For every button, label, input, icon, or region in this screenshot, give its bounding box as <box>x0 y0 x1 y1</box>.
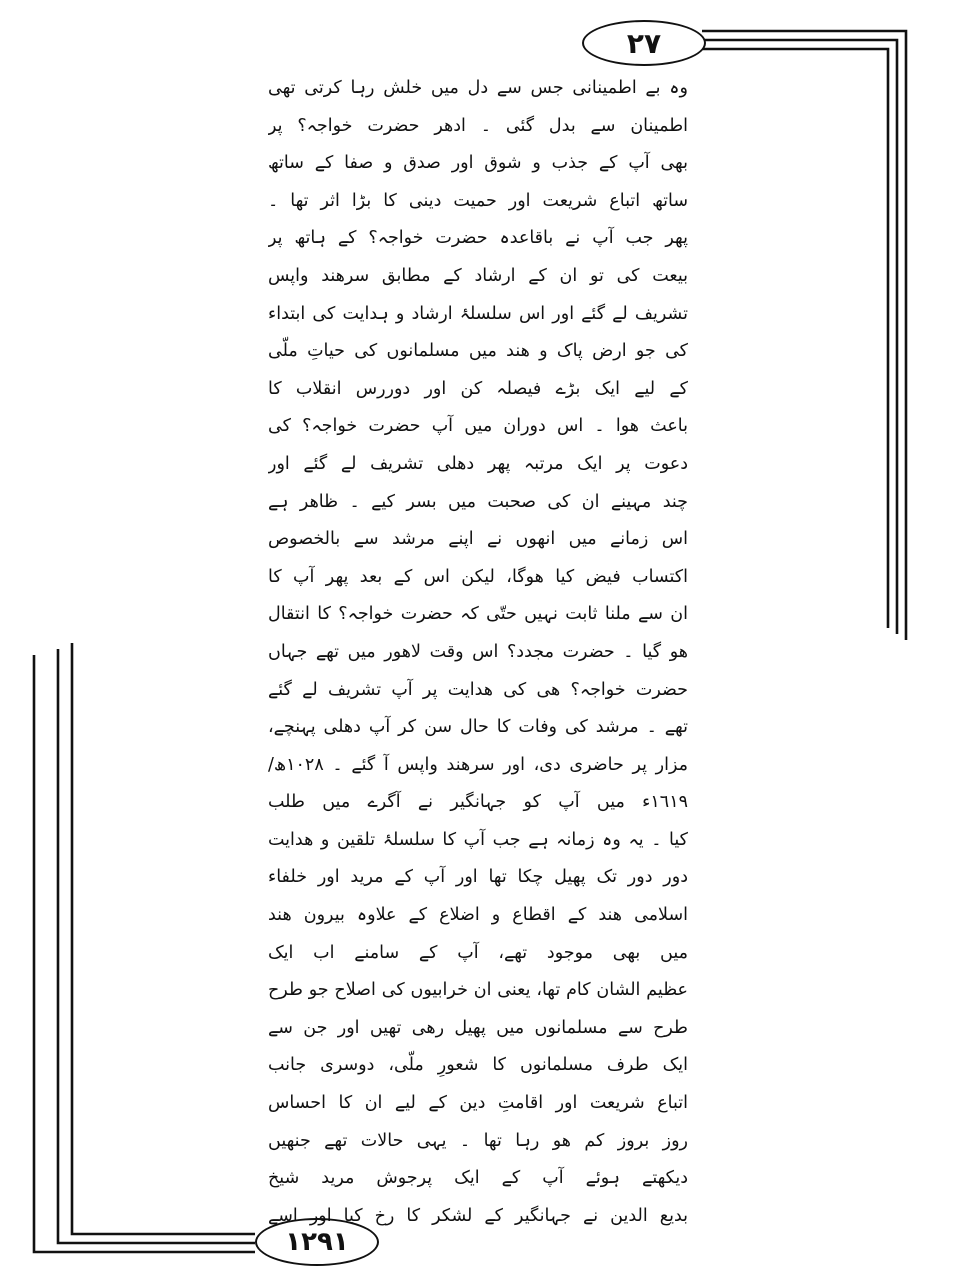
text-line: ١٦١٩ء میں آپ کو جہانگیر نے آگرے میں طلب <box>268 792 688 813</box>
text-line: وہ بے اطمینانی جس سے دل میں خلش رہا کرتی تھی <box>268 78 688 98</box>
text-line: چند مہینے ان کی صحبت میں بسر کیے ۔ ظاھر ہے <box>268 491 688 512</box>
text-line: پھر جب آپ نے باقاعدہ حضرت خواجہ؟ کے ہاتھ پر <box>268 228 688 249</box>
text-line: اسلامی ھند کے اقطاع و اضلاع کے علاوہ بیرون ھند <box>268 905 688 926</box>
text-line: تھے ۔ مرشد کی وفات کا حال سن کر آپ دھلی پہنچے، <box>268 717 688 738</box>
text-line: میں بھی موجود تھے، آپ کے سامنے اب ایک <box>268 942 688 963</box>
text-line: اکتساب فیض کیا ھوگا، لیکن اس کے بعد پھر آپ کا <box>268 566 688 587</box>
text-line: بیعت کی تو ان کے ارشاد کے مطابق سرھند واپس <box>268 265 688 286</box>
text-line: اطمینان سے بدل گئی ۔ ادھر حضرت خواجہ؟ پر <box>268 115 688 136</box>
body-text <box>268 70 688 1235</box>
text-line: مزار پر حاضری دی، اور سرھند واپس آ گئے ۔ ١٠٢٨ھ/ <box>268 754 688 775</box>
frame-line-upper-outer <box>702 31 906 640</box>
text-line: باعث ھوا ۔ اس دوران میں آپ حضرت خواجہ؟ کی <box>268 416 688 437</box>
frame-line-lower-outer <box>34 655 255 1252</box>
text-line: ھو گیا ۔ حضرت مجدد؟ اس وقت لاھور میں تھے جہاں <box>268 641 688 662</box>
text-line: روز بروز کم ھو رہا تھا ۔ یہی حالات تھے جنھیں <box>268 1130 688 1151</box>
bottom-page-number: ١٢٩١ <box>255 1218 379 1266</box>
text-line: کی جو ارض پاک و ھند میں مسلمانوں کی حیاتِ ملّی <box>268 341 688 362</box>
text-line: اتباع شریعت اور اقامتِ دین کے لیے ان کا احساس <box>268 1093 688 1114</box>
text-line: ان سے ملنا ثابت نہیں حتّی کہ حضرت خواجہ؟ کا انتقال <box>268 604 688 625</box>
text-line: طرح سے مسلمانوں میں پھیل رھی تھیں اور جن سے <box>268 1017 688 1038</box>
text-line: دعوت پر ایک مرتبہ پھر دھلی تشریف لے گئے اور <box>268 453 688 474</box>
text-line: حضرت خواجہ؟ ھی کی ھدایت پر آپ تشریف لے گئے <box>268 679 688 700</box>
text-line: بدیع الدین نے جہانگیر کے لشکر کا رخ کیا اور اسے <box>268 1205 688 1226</box>
frame-line-lower-middle <box>58 649 255 1243</box>
text-line: دیکھتے ہوئے آپ کے ایک پرجوش مرید شیخ <box>268 1168 688 1189</box>
text-line: تشریف لے گئے اور اس سلسلۂ ارشاد و ہدایت کی ابتداء <box>268 303 688 324</box>
text-line: بھی آپ کے جذب و شوق اور صدق و صفا کے ساتھ <box>268 153 688 174</box>
text-line: دور دور تک پھیل چکا تھا اور آپ کے مرید اور خلفاء <box>268 867 688 888</box>
text-line: کے لیے ایک بڑے فیصلہ کن اور دوررس انقلاب کا <box>268 378 688 399</box>
frame-line-lower-inner <box>72 643 255 1234</box>
text-line: ایک طرف مسلمانوں کا شعورِ ملّی، دوسری جانب <box>268 1055 688 1076</box>
text-line: ساتھ اتباع شریعت اور حمیت دینی کا بڑا اثر تھا ۔ <box>268 190 688 211</box>
text-line: عظیم الشان کام تھا، یعنی ان خرابیوں کی اصلاح جو طرح <box>268 980 688 1001</box>
text-line: کیا ۔ یہ وہ زمانہ ہے جب آپ کا سلسلۂ تلقین و ھدایت <box>268 829 688 850</box>
frame-line-upper-middle <box>702 40 897 634</box>
top-page-number: ٢٧ <box>582 20 706 66</box>
text-line: اس زمانے میں انھوں نے اپنے مرشد سے بالخصوص <box>268 529 688 550</box>
frame-line-upper-inner <box>702 49 888 628</box>
